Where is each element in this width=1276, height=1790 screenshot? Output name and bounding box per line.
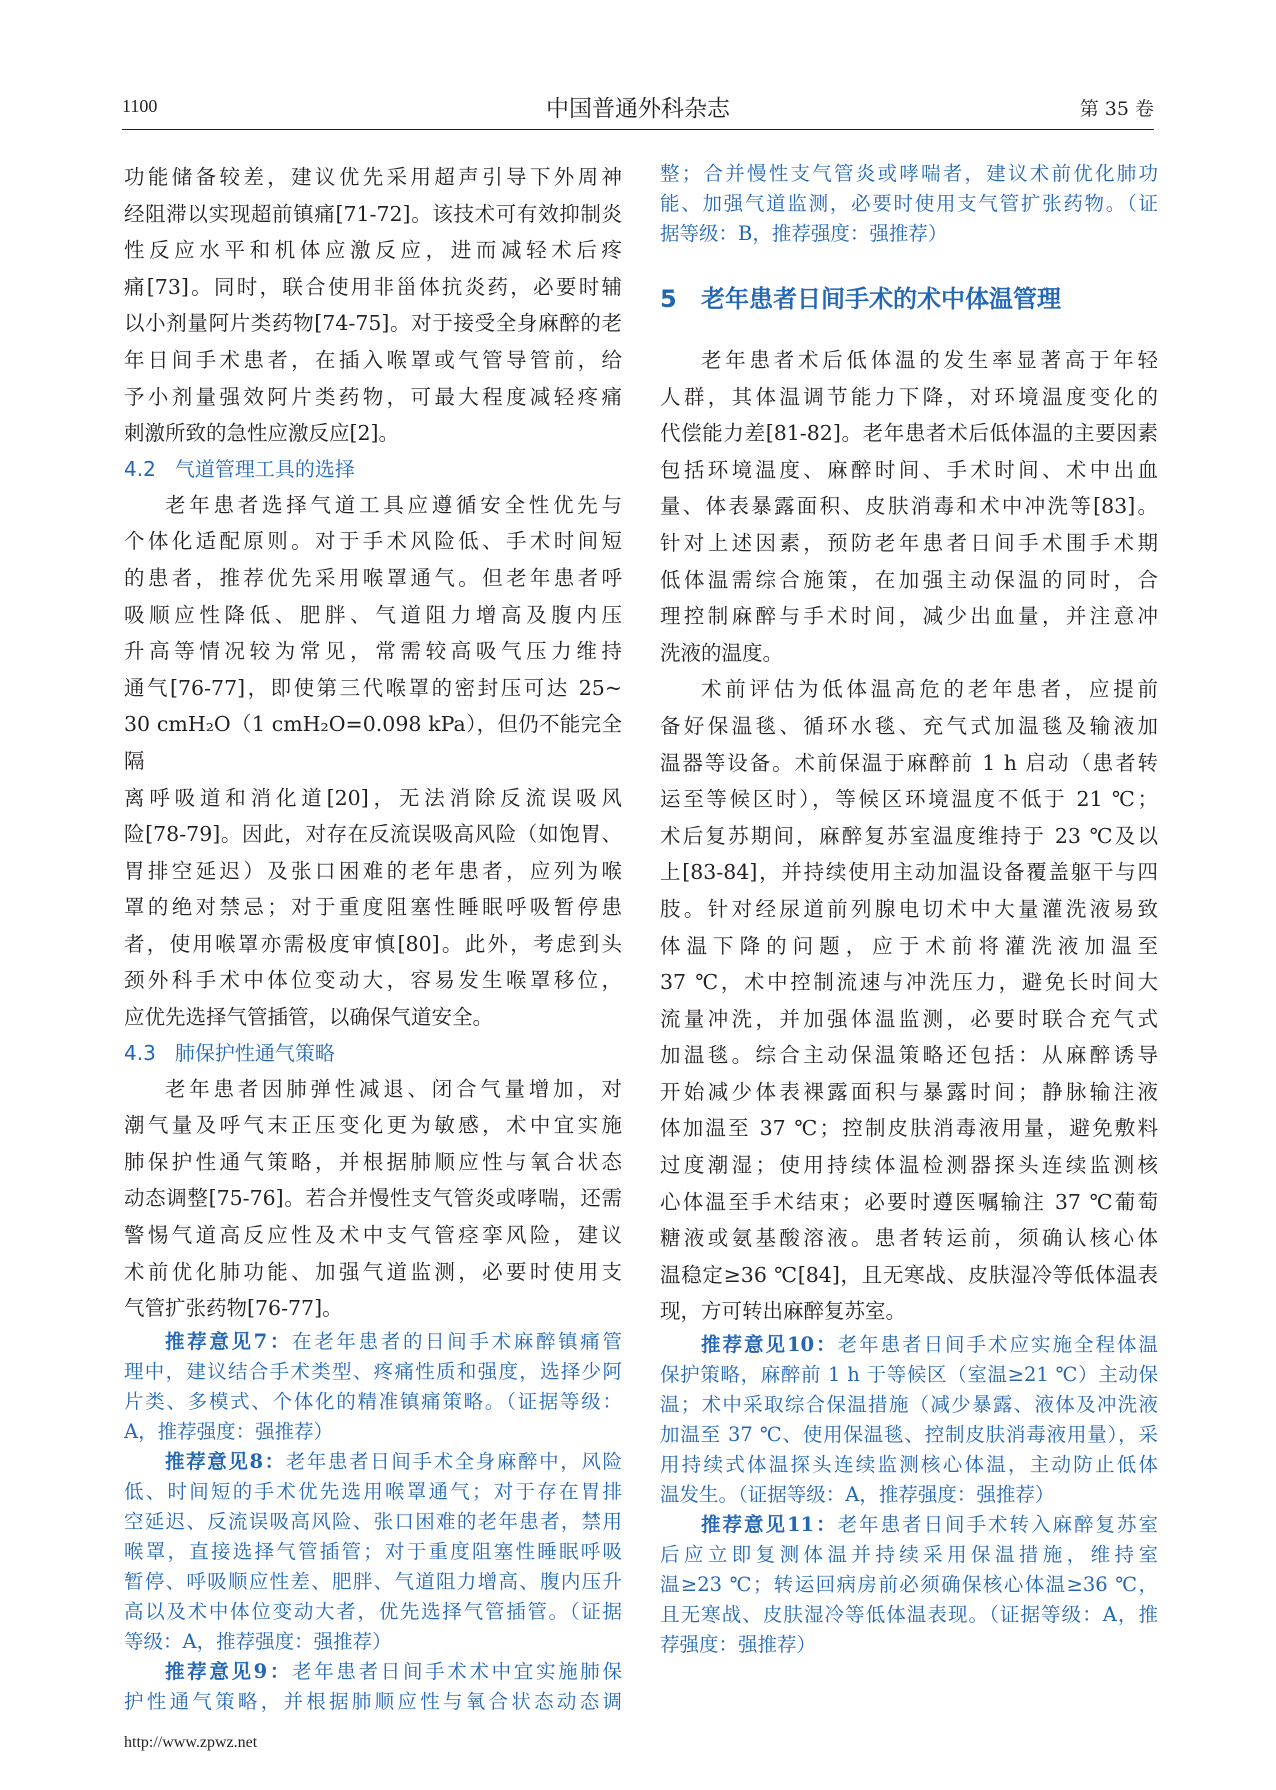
recommendation-line: 后应立即复测体温并持续采用保温措施，维持室 [660, 1543, 1158, 1567]
body-text-line: 肺保护性通气策略，并根据肺顺应性与氧合状态 [124, 1149, 622, 1174]
recommendation-line: 推荐意见9：老年患者日间手术术中宜实施肺保 [165, 1659, 622, 1683]
recommendation-line: 等级：A，推荐强度：强推荐） [124, 1629, 392, 1653]
recommendation-line: 能、加强气道监测，必要时使用支气管扩张药物。（证 [660, 192, 1158, 215]
recommendation-line: 且无寒战、皮肤湿冷等低体温表现。（证据等级：A，推 [660, 1603, 1158, 1627]
body-text-line: 离呼吸道和消化道[20]，无法消除反流误吸风 [124, 785, 622, 810]
body-text-line: 心体温至手术结束；必要时遵医嘱输注 37 ℃葡萄 [660, 1189, 1158, 1214]
body-text-line: 现，方可转出麻醉复苏室。 [660, 1299, 906, 1324]
recommendation-label: 推荐意见7： [165, 1329, 293, 1353]
body-text-line: 警惕气道高反应性及术中支气管痉挛风险，建议 [124, 1223, 622, 1248]
journal-title: 中国普通外科杂志 [546, 96, 730, 122]
body-text-line: 功能储备较差，建议优先采用超声引导下外周神 [124, 165, 622, 189]
recommendation-line: 理中，建议结合手术类型、疼痛性质和强度，选择少阿 [124, 1359, 622, 1383]
recommendation-line: 推荐意见11：老年患者日间手术转入麻醉复苏室 [701, 1513, 1158, 1537]
recommendation-line: 推荐意见7：在老年患者的日间手术麻醉镇痛管 [165, 1329, 622, 1353]
recommendation-label: 推荐意见9： [165, 1659, 293, 1683]
recommendation-line: 低、时间短的手术优先选用喉罩通气；对于存在胃排 [124, 1479, 622, 1503]
subsection-heading: 4.3 肺保护性通气策略 [124, 1040, 335, 1065]
body-text-line: 老年患者术后低体温的发生率显著高于年轻 [701, 348, 1158, 372]
body-text-line: 代偿能力差[81-82]。老年患者术后低体温的主要因素 [660, 421, 1158, 446]
body-text-line: 刺激所致的急性应激反应[2]。 [124, 421, 400, 446]
body-text-line: 以小剂量阿片类药物[74-75]。对于接受全身麻醉的老 [124, 311, 622, 336]
recommendation-line: 暂停、呼吸顺应性差、肥胖、气道阻力增高、腹内压升 [124, 1569, 622, 1593]
recommendation-label: 推荐意见8： [165, 1449, 286, 1473]
body-text-line: 升高等情况较为常见，常需较高吸气压力维持 [124, 639, 622, 664]
body-text-line: 术前评估为低体温高危的老年患者，应提前 [701, 677, 1158, 702]
recommendation-label: 推荐意见11： [701, 1513, 838, 1537]
body-text-line: 气管扩张药物[76-77]。 [124, 1296, 343, 1321]
body-text-line: 包括环境温度、麻醉时间、手术时间、术中出血 [660, 457, 1158, 482]
body-text-line: 险[78-79]。因此，对存在反流误吸高风险（如饱胃、 [124, 822, 622, 847]
body-text-line: 糖液或氨基酸溶液。患者转运前，须确认核心体 [660, 1226, 1158, 1251]
running-header [122, 88, 1154, 130]
volume-label: 第 35 卷 [1079, 98, 1154, 120]
body-text-line: 吸顺应性降低、肥胖、气道阻力增高及腹内压 [124, 602, 622, 627]
body-text-line: 者，使用喉罩亦需极度审慎[80]。此外，考虑到头 [124, 931, 622, 956]
body-text-line: 洗液的温度。 [660, 640, 783, 665]
body-text-line: 通气[76-77]，即使第三代喉罩的密封压可达 25~ [124, 675, 622, 700]
page-number: 1100 [122, 96, 158, 116]
body-text-line: 针对上述因素，预防老年患者日间手术围手术期 [660, 530, 1158, 555]
body-text-line: 肢。针对经尿道前列腺电切术中大量灌洗液易致 [660, 896, 1158, 921]
body-text-line: 开始减少体表裸露面积与暴露时间；静脉输注液 [660, 1079, 1158, 1104]
body-text-line: 加温毯。综合主动保温策略还包括：从麻醉诱导 [660, 1043, 1158, 1068]
body-text-line: 应优先选择气管插管，以确保气道安全。 [124, 1005, 493, 1030]
body-text-line: 老年患者因肺弹性减退、闭合气量增加，对 [165, 1076, 622, 1101]
body-text-line: 流量冲洗，并加强体温监测，必要时联合充气式 [660, 1006, 1158, 1031]
body-text-line: 潮气量及呼气末正压变化更为敏感，术中宜实施 [124, 1113, 622, 1138]
body-text-line: 理控制麻醉与手术时间，减少出血量，并注意冲 [660, 604, 1158, 629]
body-text-line: 罩的绝对禁忌；对于重度阻塞性睡眠呼吸暂停患 [124, 895, 622, 920]
right-column [660, 159, 1158, 1660]
body-text-line: 颈外科手术中体位变动大，容易发生喉罩移位， [124, 968, 622, 993]
body-text-line: 温器等设备。术前保温于麻醉前 1 h 启动（患者转 [660, 750, 1158, 775]
body-text-line: 术后复苏期间，麻醉复苏室温度维持于 23 ℃及以 [660, 823, 1158, 848]
body-text-line: 运至等候区时），等候区环境温度不低于 21 ℃； [660, 787, 1158, 812]
body-text-line: 年日间手术患者，在插入喉罩或气管导管前，给 [124, 347, 622, 372]
body-text-line: 个体化适配原则。对于手术风险低、手术时间短 [124, 529, 622, 554]
body-text-line: 上[83-84]，并持续使用主动加温设备覆盖躯干与四 [660, 860, 1158, 885]
section-title: 老年患者日间手术的术中体温管理 [701, 285, 1061, 313]
body-text-line: 的患者，推荐优先采用喉罩通气。但老年患者呼 [124, 565, 622, 590]
recommendation-line: 加温至 37 ℃、使用保温毯、控制皮肤消毒液用量），采 [660, 1423, 1158, 1447]
recommendation-line: 温发生。（证据等级：A，推荐强度：强推荐） [660, 1483, 1055, 1507]
subsection-heading: 4.2 气道管理工具的选择 [124, 456, 355, 481]
body-text-line: 胃排空延迟）及张口困难的老年患者，应列为喉 [124, 858, 622, 883]
recommendation-line: 用持续式体温探头连续监测核心体温，主动防止低体 [660, 1453, 1158, 1477]
left-column [124, 159, 622, 1717]
body-text-line: 低体温需综合施策，在加强主动保温的同时，合 [660, 567, 1158, 592]
body-text-line: 痛[73]。同时，联合使用非甾体抗炎药，必要时辅 [124, 274, 622, 299]
body-text-line: 予小剂量强效阿片类药物，可最大程度减轻疼痛 [124, 384, 622, 409]
body-text-line: 动态调整[75-76]。若合并慢性支气管炎或哮喘，还需 [124, 1186, 622, 1211]
recommendation-line: 保护策略，麻醉前 1 h 于等候区（室温≥21 ℃）主动保 [660, 1363, 1158, 1387]
recommendation-line: 空延迟、反流误吸高风险、张口困难的老年患者，禁用 [124, 1509, 622, 1533]
body-text-line: 过度潮湿；使用持续体温检测器探头连续监测核 [660, 1153, 1158, 1178]
recommendation-line: 高以及术中体位变动大者，优先选择气管插管。（证据 [124, 1599, 622, 1623]
section-heading [660, 279, 1158, 314]
body-text-line: 量、体表暴露面积、皮肤消毒和术中冲洗等[83]。 [660, 494, 1158, 519]
footer-url[interactable]: http://www.zpwz.net [124, 1734, 258, 1751]
body-text-line: 术前优化肺功能、加强气道监测，必要时使用支 [124, 1259, 622, 1284]
body-text-line: 经阻滞以实现超前镇痛[71-72]。该技术可有效抑制炎 [124, 201, 622, 226]
body-text-line: 备好保温毯、循环水毯、充气式加温毯及输液加 [660, 713, 1158, 738]
recommendation-line: 推荐意见8：老年患者日间手术全身麻醉中，风险 [165, 1449, 622, 1473]
recommendation-line: 推荐意见10：老年患者日间手术应实施全程体温 [701, 1333, 1158, 1357]
body-text-line: 37 ℃，术中控制流速与冲洗压力，避免长时间大 [660, 970, 1158, 995]
recommendation-line: 护性通气策略，并根据肺顺应性与氧合状态动态调 [124, 1689, 622, 1713]
recommendation-line: 温≥23 ℃；转运回病房前必须确保核心体温≥36 ℃， [660, 1573, 1158, 1597]
recommendation-label: 推荐意见10： [701, 1333, 838, 1357]
recommendation-line: 喉罩，直接选择气管插管；对于重度阻塞性睡眠呼吸 [124, 1539, 622, 1563]
recommendation-line: 荐强度：强推荐） [660, 1633, 817, 1657]
header-rule [122, 129, 1154, 130]
body-text-line: 体温下降的问题，应于术前将灌洗液加温至 [660, 933, 1158, 958]
body-text-line: 人群，其体温调节能力下降，对环境温度变化的 [660, 384, 1158, 409]
body-text-line: 30 cmH₂O（1 cmH₂O=0.098 kPa），但仍不能完全隔 [124, 712, 622, 773]
recommendation-line: 温；术中采取综合保温措施（减少暴露、液体及冲洗液 [660, 1393, 1158, 1417]
body-text-line: 体加温至 37 ℃；控制皮肤消毒液用量，避免敷料 [660, 1116, 1158, 1141]
recommendation-line: 据等级：B，推荐强度：强推荐） [660, 222, 948, 245]
body-text-line: 老年患者选择气道工具应遵循安全性优先与 [165, 492, 622, 517]
recommendation-line: A，推荐强度：强推荐） [124, 1419, 334, 1443]
recommendation-line: 片类、多模式、个体化的精准镇痛策略。（证据等级： [124, 1389, 622, 1413]
body-text-line: 性反应水平和机体应激反应，进而减轻术后疼 [124, 238, 622, 263]
recommendation-line: 整；合并慢性支气管炎或哮喘者，建议术前优化肺功 [660, 162, 1158, 185]
body-text-line: 温稳定≥36 ℃[84]，且无寒战、皮肤湿冷等低体温表 [660, 1262, 1158, 1287]
section-number: 5 [660, 285, 677, 313]
